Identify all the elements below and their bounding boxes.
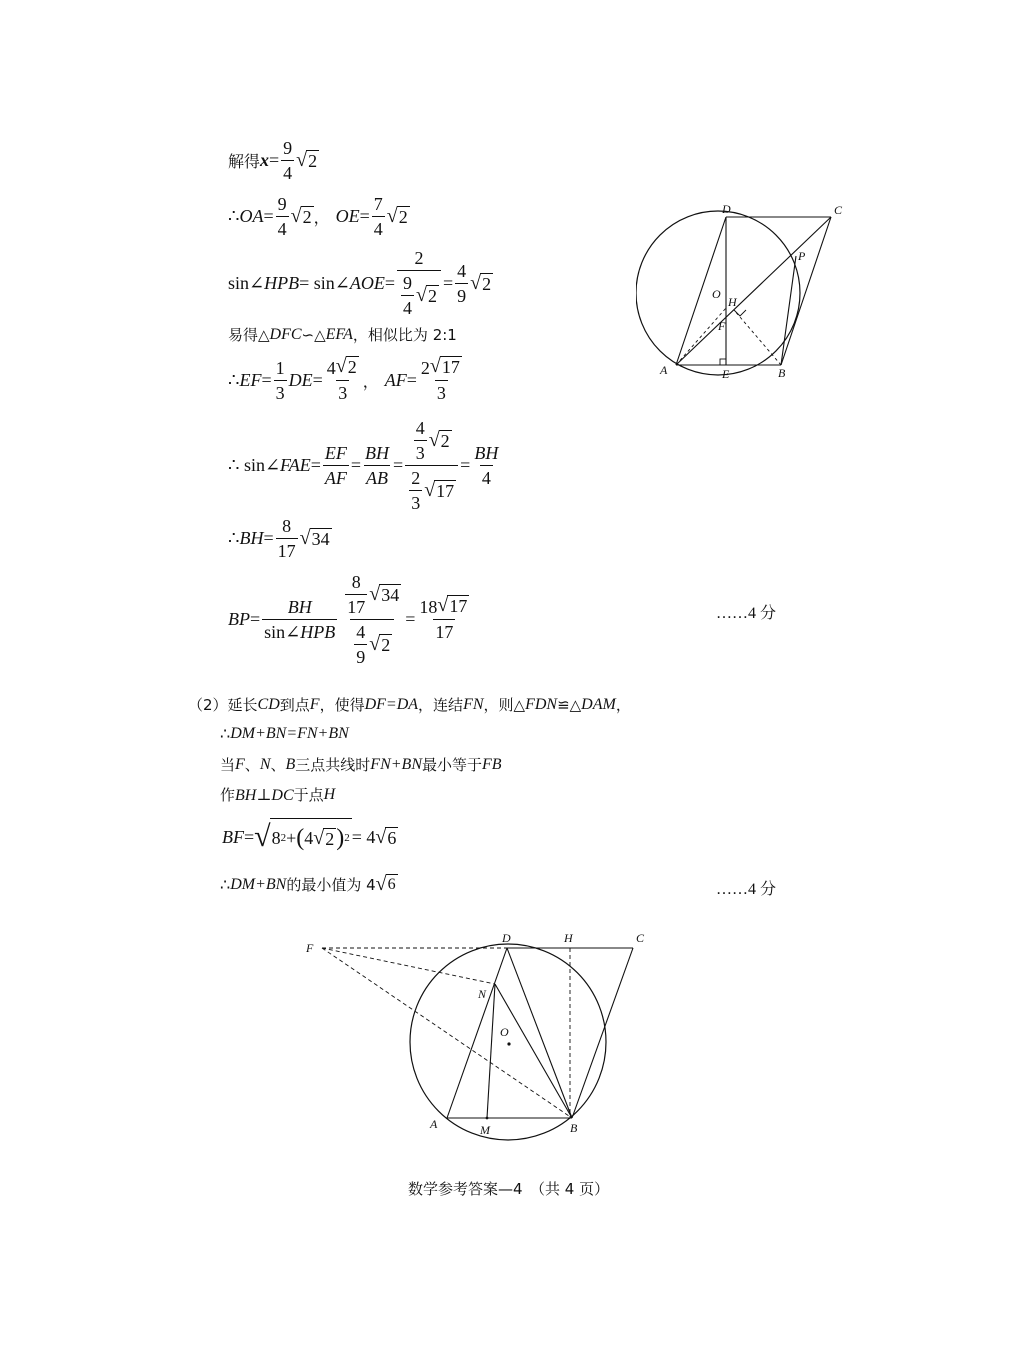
sqrt: √ 2 [296,149,318,171]
fig2-segment-nb [495,984,572,1118]
fig2-segment-ad [447,948,507,1118]
fig2-point-m [486,1117,489,1120]
svg-text:M: M [480,1123,490,1137]
svg-text:D: D [502,931,511,945]
svg-text:C: C [834,203,843,217]
svg-text:N: N [478,987,487,1001]
fig1-segment-bc [781,217,831,365]
svg-text:O: O [500,1025,509,1039]
svg-text:B: B [778,366,786,380]
svg-text:P: P [798,249,806,263]
line-similar: 易得△ DFC ∽△ EFA ，相似比为 2:1 [228,325,457,344]
svg-text:A: A [430,1117,438,1131]
fig2-circle [410,944,606,1140]
line-bh: ∴ BH = $\frac{8}{17}$ √ 34 [228,516,330,561]
line-part2-intro: （2）延长 CD 到点 F ，使得 DF=DA ，连结 FN ，则△ FDN ≌△ DAM ， [188,695,631,714]
figure-2 [300,926,660,1146]
svg-text:E: E [722,367,730,380]
line-bf: BF = √ 8 2 + ( 4 √ 2 ) 2 = 4 √ 6 [222,818,398,857]
fig1-right-angle-h [734,310,746,316]
line-ef-af: ∴ EF = $\frac{1}{3}$ DE = 4 √ 2 3 ， AF = 2 √ 17 3 [228,355,460,403]
line-solve-x: 解得 x = $\frac{9}{4}$ √ 2 [228,138,318,183]
svg-text:B: B [570,1121,578,1135]
fig1-segment-bh [734,310,781,365]
fig1-right-angle-e [720,359,726,365]
fig2-segment-bc [572,948,633,1118]
svg-text:F: F [718,319,726,333]
svg-text:H: H [564,931,573,945]
line-min-value: ∴ DM+BN 的最小值为 4 √ 6 [220,873,396,895]
line-oa-oe: ∴ OA = $\frac{9}{4}$ √ 2 ， OE = $\frac{7}{4}$ √ 2 [228,194,408,239]
fig2-segment-db [507,948,572,1118]
score-part2: ……4 分 [716,881,777,898]
fig2-segment-mn [487,984,495,1118]
line-dm-bn: ∴ DM+BN=FN+BN [220,725,349,743]
svg-text:F: F [306,941,314,955]
svg-text:H: H [728,295,737,309]
fraction: $\frac{9}{4}$ [283,138,293,183]
line-bp: BP = BH sin∠ HPB $\frac{8}{17}$ √ 34 $\frac{4}{9}$ √ 2 = 18 √ 17 17 [228,572,468,667]
svg-text:O: O [712,287,721,301]
svg-text:C: C [636,931,645,945]
fig2-point-o [507,1042,510,1045]
fig1-segment-ac [676,217,831,365]
page-footer: 数学参考答案—4 （共 4 页） [408,1180,610,1198]
line-sin-hpb: sin∠ HPB = sin∠ AOE = 2 $\frac{9}{4}$ √ 2 = $\frac{4}{9}$ √ 2 [228,248,492,318]
fig2-segment-fb [322,948,572,1118]
svg-text:A: A [660,363,668,377]
line-perpendicular: 作 BH⊥DC 于点 H [220,785,336,804]
svg-text:D: D [722,202,731,216]
score-part1: ……4 分 [716,605,777,622]
fig1-segment-bp [781,256,796,365]
figure-1 [636,200,846,380]
line-collinear: 当 F 、 N 、 B 三点共线时 FN+BN 最小等于 FB [220,755,502,774]
line-sin-fae: ∴ sin∠ FAE = $\frac{EF}{AF}$ = $\frac{BH}{AB}$ = $\frac{4}{3}$ √ 2 $\frac{2}{3}$ √ 17 = $\frac{BH}{4}$ [228,418,499,513]
fig1-segment-ao [676,308,726,365]
